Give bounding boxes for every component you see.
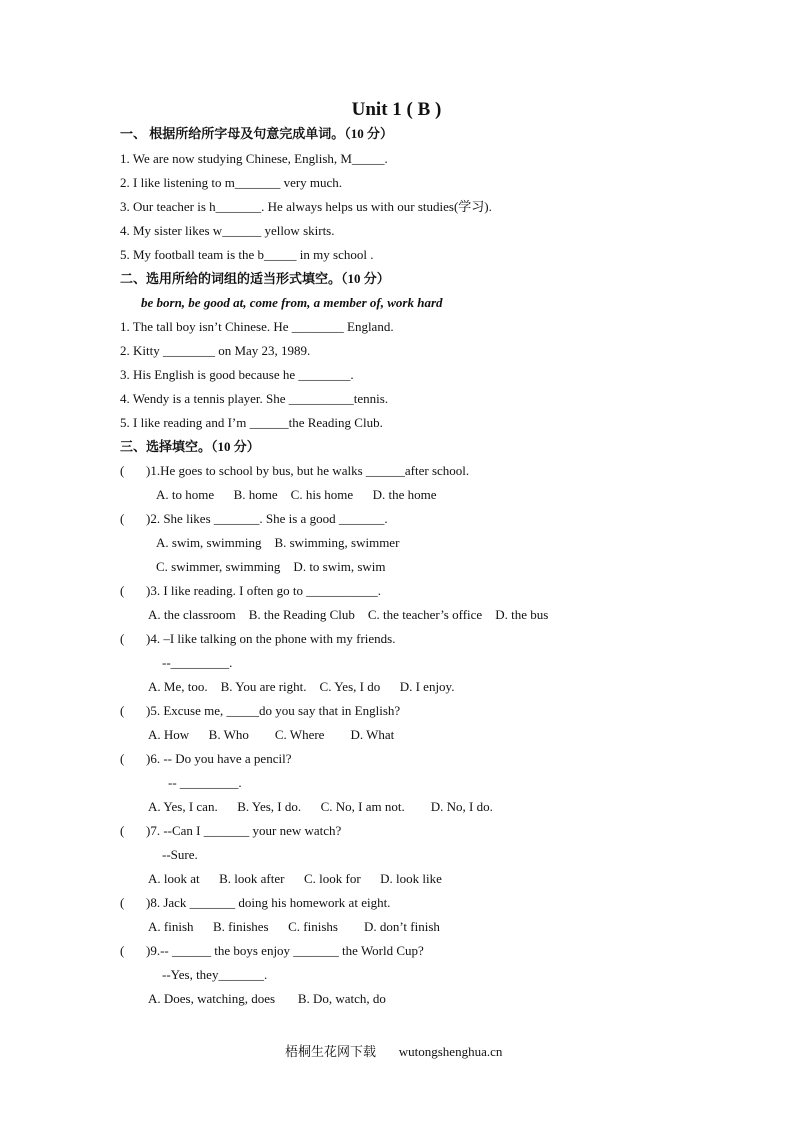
- page-title: Unit 1 ( B ): [351, 99, 442, 120]
- q2-options-1: A. swim, swimming B. swimming, swimmer: [156, 535, 400, 550]
- answer-paren: (: [120, 631, 125, 646]
- answer-paren: (: [120, 583, 125, 598]
- s1-item-1: 1. We are now studying Chinese, English, M_____.: [120, 151, 388, 166]
- question-4: )4. –I like talking on the phone with my friends.: [146, 631, 396, 646]
- s2-item-1: 1. The tall boy isn’t Chinese. He ________ England.: [120, 319, 394, 334]
- answer-paren: (: [120, 895, 125, 910]
- q3-options: A. the classroom B. the Reading Club C. the teacher’s office D. the bus: [148, 607, 549, 622]
- question-3: )3. I like reading. I often go to ___________.: [146, 583, 382, 598]
- answer-paren: (: [120, 751, 125, 766]
- s1-item-3: 3. Our teacher is h_______. He always helps us with our studies(学习).: [120, 199, 492, 214]
- phrase-bank: be born, be good at, come from, a member of, work hard: [141, 295, 443, 310]
- section-3-heading: 三、选择填空。（10 分）: [120, 439, 260, 454]
- answer-paren: (: [120, 943, 125, 958]
- q7-options: A. look at B. look after C. look for D. look like: [148, 871, 442, 886]
- q4-options: A. Me, too. B. You are right. C. Yes, I do D. I enjoy.: [148, 679, 455, 694]
- question-6: )6. -- Do you have a pencil?: [146, 751, 292, 766]
- q8-options: A. finish B. finishes C. finishs D. don’t finish: [148, 919, 440, 934]
- question-9: )9.-- ______ the boys enjoy _______ the World Cup?: [146, 943, 424, 958]
- s1-item-2: 2. I like listening to m_______ very much.: [120, 175, 343, 190]
- q7-reply: --Sure.: [162, 847, 198, 862]
- s2-item-3: 3. His English is good because he ________.: [120, 367, 354, 382]
- q6-reply: -- _________.: [168, 775, 242, 790]
- question-8: )8. Jack _______ doing his homework at eight.: [146, 895, 391, 910]
- q9-reply: --Yes, they_______.: [162, 967, 268, 982]
- section-2-heading: 二、选用所给的词组的适当形式填空。（10 分）: [120, 271, 390, 286]
- page-footer: 梧桐生花网下载 wutongshenghua.cn: [285, 1044, 503, 1059]
- answer-paren: (: [120, 463, 125, 478]
- answer-paren: (: [120, 703, 125, 718]
- q9-options: A. Does, watching, does B. Do, watch, do: [148, 991, 386, 1006]
- question-5: )5. Excuse me, _____do you say that in English?: [146, 703, 401, 718]
- q4-reply: --_________.: [162, 655, 233, 670]
- s1-item-4: 4. My sister likes w______ yellow skirts.: [120, 223, 335, 238]
- answer-paren: (: [120, 823, 125, 838]
- answer-paren: (: [120, 511, 125, 526]
- question-7: )7. --Can I _______ your new watch?: [146, 823, 342, 838]
- q2-options-2: C. swimmer, swimming D. to swim, swim: [156, 559, 386, 574]
- s2-item-2: 2. Kitty ________ on May 23, 1989.: [120, 343, 311, 358]
- question-1: )1.He goes to school by bus, but he walks ______after school.: [146, 463, 470, 478]
- s1-item-5: 5. My football team is the b_____ in my school .: [120, 247, 374, 262]
- s2-item-4: 4. Wendy is a tennis player. She __________tennis.: [120, 391, 389, 406]
- section-1-heading: 一、 根据所给所字母及句意完成单词。（10 分）: [120, 126, 394, 141]
- question-2: )2. She likes _______. She is a good _______.: [146, 511, 388, 526]
- q6-options: A. Yes, I can. B. Yes, I do. C. No, I am not. D. No, I do.: [148, 799, 493, 814]
- q5-options: A. How B. Who C. Where D. What: [148, 727, 395, 742]
- q1-options: A. to home B. home C. his home D. the home: [156, 487, 437, 502]
- s2-item-5: 5. I like reading and I’m ______the Reading Club.: [120, 415, 383, 430]
